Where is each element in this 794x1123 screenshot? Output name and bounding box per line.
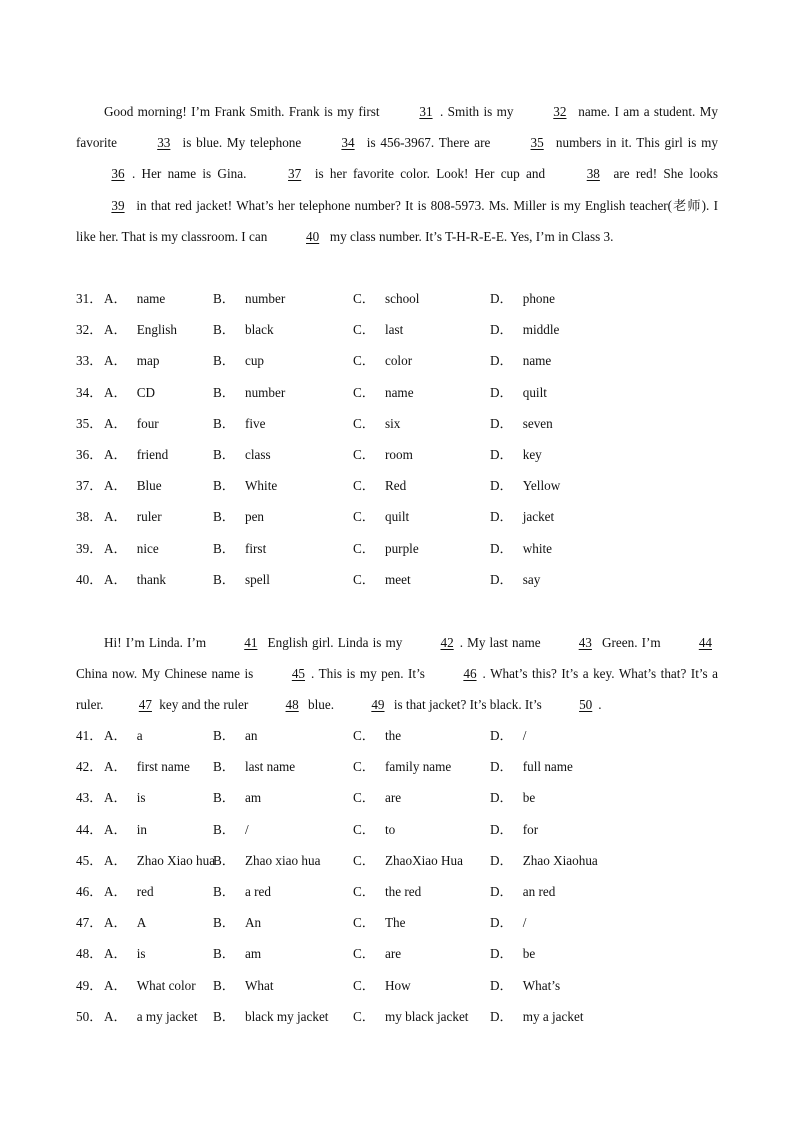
option-d[interactable]: D． my a jacket [490, 1008, 584, 1024]
option-d[interactable]: D． seven [490, 415, 553, 431]
option-b[interactable]: B． spell [213, 571, 270, 587]
option-c[interactable]: C． The [353, 915, 406, 931]
question-row [76, 876, 736, 907]
passage-1-text: Good morning! I’m Frank Smith. Frank is my first 31 . Smith is my 32 name. I am a student. My favorite 33 is blue. My telephone 34 is 456-3967. There are 35 numbers in it. This girl is my 36 . Her name is Gina. 37 is her favorite color. Look! Her cup and 38 are red! She looks 39 in that red jacket! What’s her telephone number? It is 808-5973. Ms. Miller is my English teacher(老师). I like her. That is my classroom. I can 40 my class number. It’s T-H-R-E-E. Yes, I’m in Class 3. [76, 96, 718, 252]
blank-36: 36 [111, 166, 125, 182]
passage-2 [76, 627, 718, 721]
option-b[interactable]: B． cup [213, 353, 265, 369]
question-number: 43． [76, 790, 103, 806]
option-c[interactable]: C． the [353, 728, 402, 743]
question-number: 37． [76, 478, 103, 494]
passage-2-text: Hi! I’m Linda. I’m 41 English girl. Linda is my 42 . My last name 43 Green. I’m 44China now. My Chinese name is 45 . This is my pen. It’s 46 . What’s this? It’s a key. What’s that? It’s a ruler. 47 key and the ruler 48 blue. 49 is that jacket? It’s black. It’s 50 . [76, 627, 718, 721]
option-c[interactable]: C． are [353, 946, 402, 962]
option-b[interactable]: B． An [213, 915, 262, 931]
question-number: 40． [76, 571, 103, 587]
blank-40: 40 [306, 228, 320, 244]
option-a[interactable]: A． name [104, 291, 166, 306]
option-b[interactable]: B． class [213, 446, 271, 462]
option-d[interactable]: D． for [490, 821, 539, 837]
option-d[interactable]: D． be [490, 790, 536, 806]
option-a[interactable]: A． What color [104, 977, 196, 993]
option-b[interactable]: B． Zhao xiao hua [213, 852, 321, 868]
option-a[interactable]: A． nice [104, 540, 159, 556]
option-a[interactable]: A． Blue [104, 478, 162, 494]
question-number: 38． [76, 509, 103, 525]
option-c[interactable]: C． my black jacket [353, 1008, 469, 1024]
option-b[interactable]: B． an [213, 728, 258, 743]
question-number: 50． [76, 1008, 103, 1024]
option-a[interactable]: A． red [104, 883, 154, 899]
question-number: 32． [76, 322, 103, 338]
option-c[interactable]: C． are [353, 790, 402, 806]
question-row [76, 283, 736, 314]
option-b[interactable]: B． first [213, 540, 267, 556]
option-d[interactable]: D． / [490, 728, 527, 743]
question-number: 47． [76, 915, 103, 931]
question-row [76, 1001, 736, 1032]
question-number: 33． [76, 353, 103, 369]
option-c[interactable]: C． color [353, 353, 413, 369]
option-a[interactable]: A． friend [104, 446, 169, 462]
option-c[interactable]: C． quilt [353, 509, 410, 525]
blank-33: 33 [157, 135, 171, 151]
blank-42: 42 [440, 635, 454, 650]
blank-47: 47 [138, 697, 152, 713]
question-number: 44． [76, 821, 103, 837]
question-row [76, 938, 736, 969]
option-d[interactable]: D． be [490, 946, 536, 962]
option-c[interactable]: C． the red [353, 883, 422, 899]
option-a[interactable]: A． in [104, 821, 147, 837]
question-row [76, 501, 736, 532]
option-a[interactable]: A． a my jacket [104, 1008, 198, 1024]
question-number: 45． [76, 852, 103, 868]
option-d[interactable]: D． name [490, 353, 552, 369]
question-number: 31． [76, 291, 103, 306]
question-number: 35． [76, 415, 103, 431]
blank-37: 37 [288, 166, 302, 182]
option-b[interactable]: B． number [213, 384, 286, 400]
option-d[interactable]: D． phone [490, 291, 555, 306]
question-number: 46． [76, 883, 103, 899]
option-c[interactable]: C． purple [353, 540, 419, 556]
blank-43: 43 [578, 635, 592, 650]
question-number: 42． [76, 759, 103, 775]
option-c[interactable]: C． six [353, 415, 401, 431]
option-a[interactable]: A． a [104, 728, 143, 743]
option-c[interactable]: C． Red [353, 478, 407, 494]
blank-35: 35 [530, 135, 544, 151]
option-c[interactable]: C． school [353, 291, 420, 306]
blank-34: 34 [341, 135, 355, 151]
question-row [76, 845, 736, 876]
question-row [76, 751, 736, 782]
question-row [76, 314, 736, 345]
option-d[interactable]: D． key [490, 446, 542, 462]
option-b[interactable]: B． black [213, 322, 274, 338]
option-c[interactable]: C． meet [353, 571, 411, 587]
option-c[interactable]: C． family name [353, 759, 452, 775]
blank-48: 48 [285, 697, 299, 713]
blank-41: 41 [244, 635, 258, 650]
question-row [76, 782, 736, 813]
question-number: 39． [76, 540, 103, 556]
question-row [76, 564, 736, 595]
blank-44: 44 [698, 635, 712, 650]
option-b[interactable]: B． black my jacket [213, 1008, 329, 1024]
question-list-1 [76, 283, 736, 595]
passage-1 [76, 96, 718, 252]
option-b[interactable]: B． pen [213, 509, 265, 525]
question-number: 49． [76, 977, 103, 993]
question-row [76, 814, 736, 845]
question-row [76, 907, 736, 938]
blank-46: 46 [463, 666, 477, 682]
option-a[interactable]: A． four [104, 415, 159, 431]
question-row [76, 970, 736, 1001]
option-d[interactable]: D． say [490, 571, 541, 587]
question-row [76, 533, 736, 564]
option-a[interactable]: A． is [104, 790, 146, 806]
option-c[interactable]: C． name [353, 384, 414, 400]
option-c[interactable]: C． room [353, 446, 413, 462]
question-row [76, 720, 736, 751]
question-number: 36． [76, 446, 103, 462]
option-b[interactable]: B． am [213, 946, 262, 962]
option-a[interactable]: A． CD [104, 384, 156, 400]
blank-32: 32 [553, 104, 567, 119]
option-d[interactable]: D． Zhao Xiaohua [490, 852, 598, 868]
blank-39: 39 [111, 197, 125, 213]
option-d[interactable]: D． jacket [490, 509, 555, 525]
option-b[interactable]: B． White [213, 478, 278, 494]
blank-31: 31 [419, 104, 433, 119]
option-b[interactable]: B． a red [213, 883, 271, 899]
option-c[interactable]: C． to [353, 821, 396, 837]
option-a[interactable]: A． map [104, 353, 160, 369]
blank-45: 45 [291, 666, 306, 682]
option-d[interactable]: D． What’s [490, 977, 561, 993]
question-row [76, 377, 736, 408]
option-d[interactable]: D． full name [490, 759, 573, 775]
option-d[interactable]: D． Yellow [490, 478, 561, 494]
option-b[interactable]: B． last name [213, 759, 296, 775]
question-row [76, 439, 736, 470]
question-row [76, 345, 736, 376]
option-a[interactable]: A． thank [104, 571, 167, 587]
option-c[interactable]: C． last [353, 322, 404, 338]
blank-38: 38 [586, 166, 600, 182]
blank-50: 50 [579, 697, 593, 713]
option-c[interactable]: C． How [353, 977, 411, 993]
question-row [76, 408, 736, 439]
question-row [76, 470, 736, 501]
option-d[interactable]: D． / [490, 915, 527, 931]
option-d[interactable]: D． an red [490, 883, 556, 899]
option-b[interactable]: B． five [213, 415, 266, 431]
question-number: 34． [76, 384, 103, 400]
option-b[interactable]: B． number [213, 291, 286, 306]
option-a[interactable]: A． ruler [104, 509, 162, 525]
option-b[interactable]: B． What [213, 977, 274, 993]
option-a[interactable]: A． Zhao Xiao hua [104, 852, 216, 868]
question-list-2 [76, 720, 736, 1032]
option-d[interactable]: D． middle [490, 322, 560, 338]
option-b[interactable]: B． / [213, 821, 249, 837]
option-a[interactable]: A． A [104, 915, 147, 931]
option-c[interactable]: C． ZhaoXiao Hua [353, 852, 463, 868]
option-a[interactable]: A． is [104, 946, 146, 962]
option-a[interactable]: A． English [104, 322, 178, 338]
option-a[interactable]: A． first name [104, 759, 190, 775]
question-number: 48． [76, 946, 103, 962]
option-b[interactable]: B． am [213, 790, 262, 806]
blank-49: 49 [371, 697, 385, 713]
question-number: 41． [76, 728, 103, 743]
option-d[interactable]: D． quilt [490, 384, 547, 400]
option-d[interactable]: D． white [490, 540, 553, 556]
